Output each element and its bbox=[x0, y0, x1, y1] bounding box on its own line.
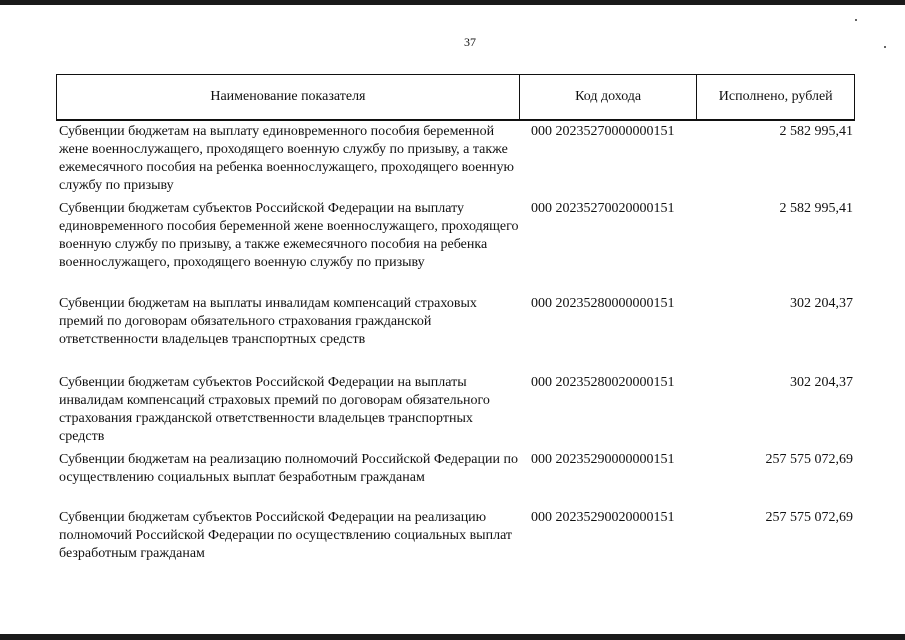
row-amount: 302 204,37 bbox=[790, 296, 853, 311]
row-code: 000 20235280000000151 bbox=[531, 296, 675, 311]
row-name: Субвенции бюджетам на реализацию полномочий Российской Федерации по осуществлению социальных выплат безработным гражданам bbox=[59, 452, 518, 485]
row-name: Субвенции бюджетам субъектов Российской Федерации на реализацию полномочий Российской Федерации по осуществлению социальных выплат безработным гражданам bbox=[59, 510, 513, 561]
row-amount: 2 582 995,41 bbox=[779, 201, 853, 216]
scan-bottom-border bbox=[0, 634, 905, 640]
row-code: 000 20235290020000151 bbox=[531, 510, 675, 525]
table-header bbox=[56, 74, 855, 121]
row-name: Субвенции бюджетам субъектов Российской Федерации на выплаты инвалидам компенсаций страховых премий по договорам обязательного страхования гражданской ответственности владельцев транспортных средств bbox=[59, 375, 490, 444]
row-amount: 2 582 995,41 bbox=[779, 124, 853, 139]
row-code: 000 20235280020000151 bbox=[531, 375, 675, 390]
row-name: Субвенции бюджетам субъектов Российской Федерации на выплату единовременного пособия беременной жене военнослужащего, проходящего военную службу по призыву, а также ежемесячного пособия на ребенка военнослужащего, проходящего военную службу по призыву bbox=[59, 201, 519, 270]
scan-speck bbox=[884, 46, 886, 48]
page-number: 37 bbox=[464, 35, 476, 49]
row-name: Субвенции бюджетам на выплату единовременного пособия беременной жене военнослужащего, проходящего военную службу по призыву, а также ежемесячного пособия на ребенка военнослужащего, проходящего военную службу по призыву bbox=[59, 124, 514, 193]
header-executed-rubles: Исполнено, рублей bbox=[718, 89, 833, 104]
row-code: 000 20235270020000151 bbox=[531, 201, 675, 216]
row-amount: 302 204,37 bbox=[790, 375, 853, 390]
row-amount: 257 575 072,69 bbox=[765, 452, 853, 467]
row-amount: 257 575 072,69 bbox=[765, 510, 853, 525]
row-code: 000 20235290000000151 bbox=[531, 452, 675, 467]
header-income-code: Код дохода bbox=[520, 75, 698, 119]
row-name: Субвенции бюджетам на выплаты инвалидам компенсаций страховых премий по договорам обязательного страхования гражданской ответственности владельцев транспортных средств bbox=[59, 296, 477, 347]
row-code: 000 20235270000000151 bbox=[531, 124, 675, 139]
header-indicator-name: Наименование показателя bbox=[57, 75, 520, 119]
scan-top-border bbox=[0, 0, 905, 5]
scan-speck bbox=[855, 19, 857, 21]
